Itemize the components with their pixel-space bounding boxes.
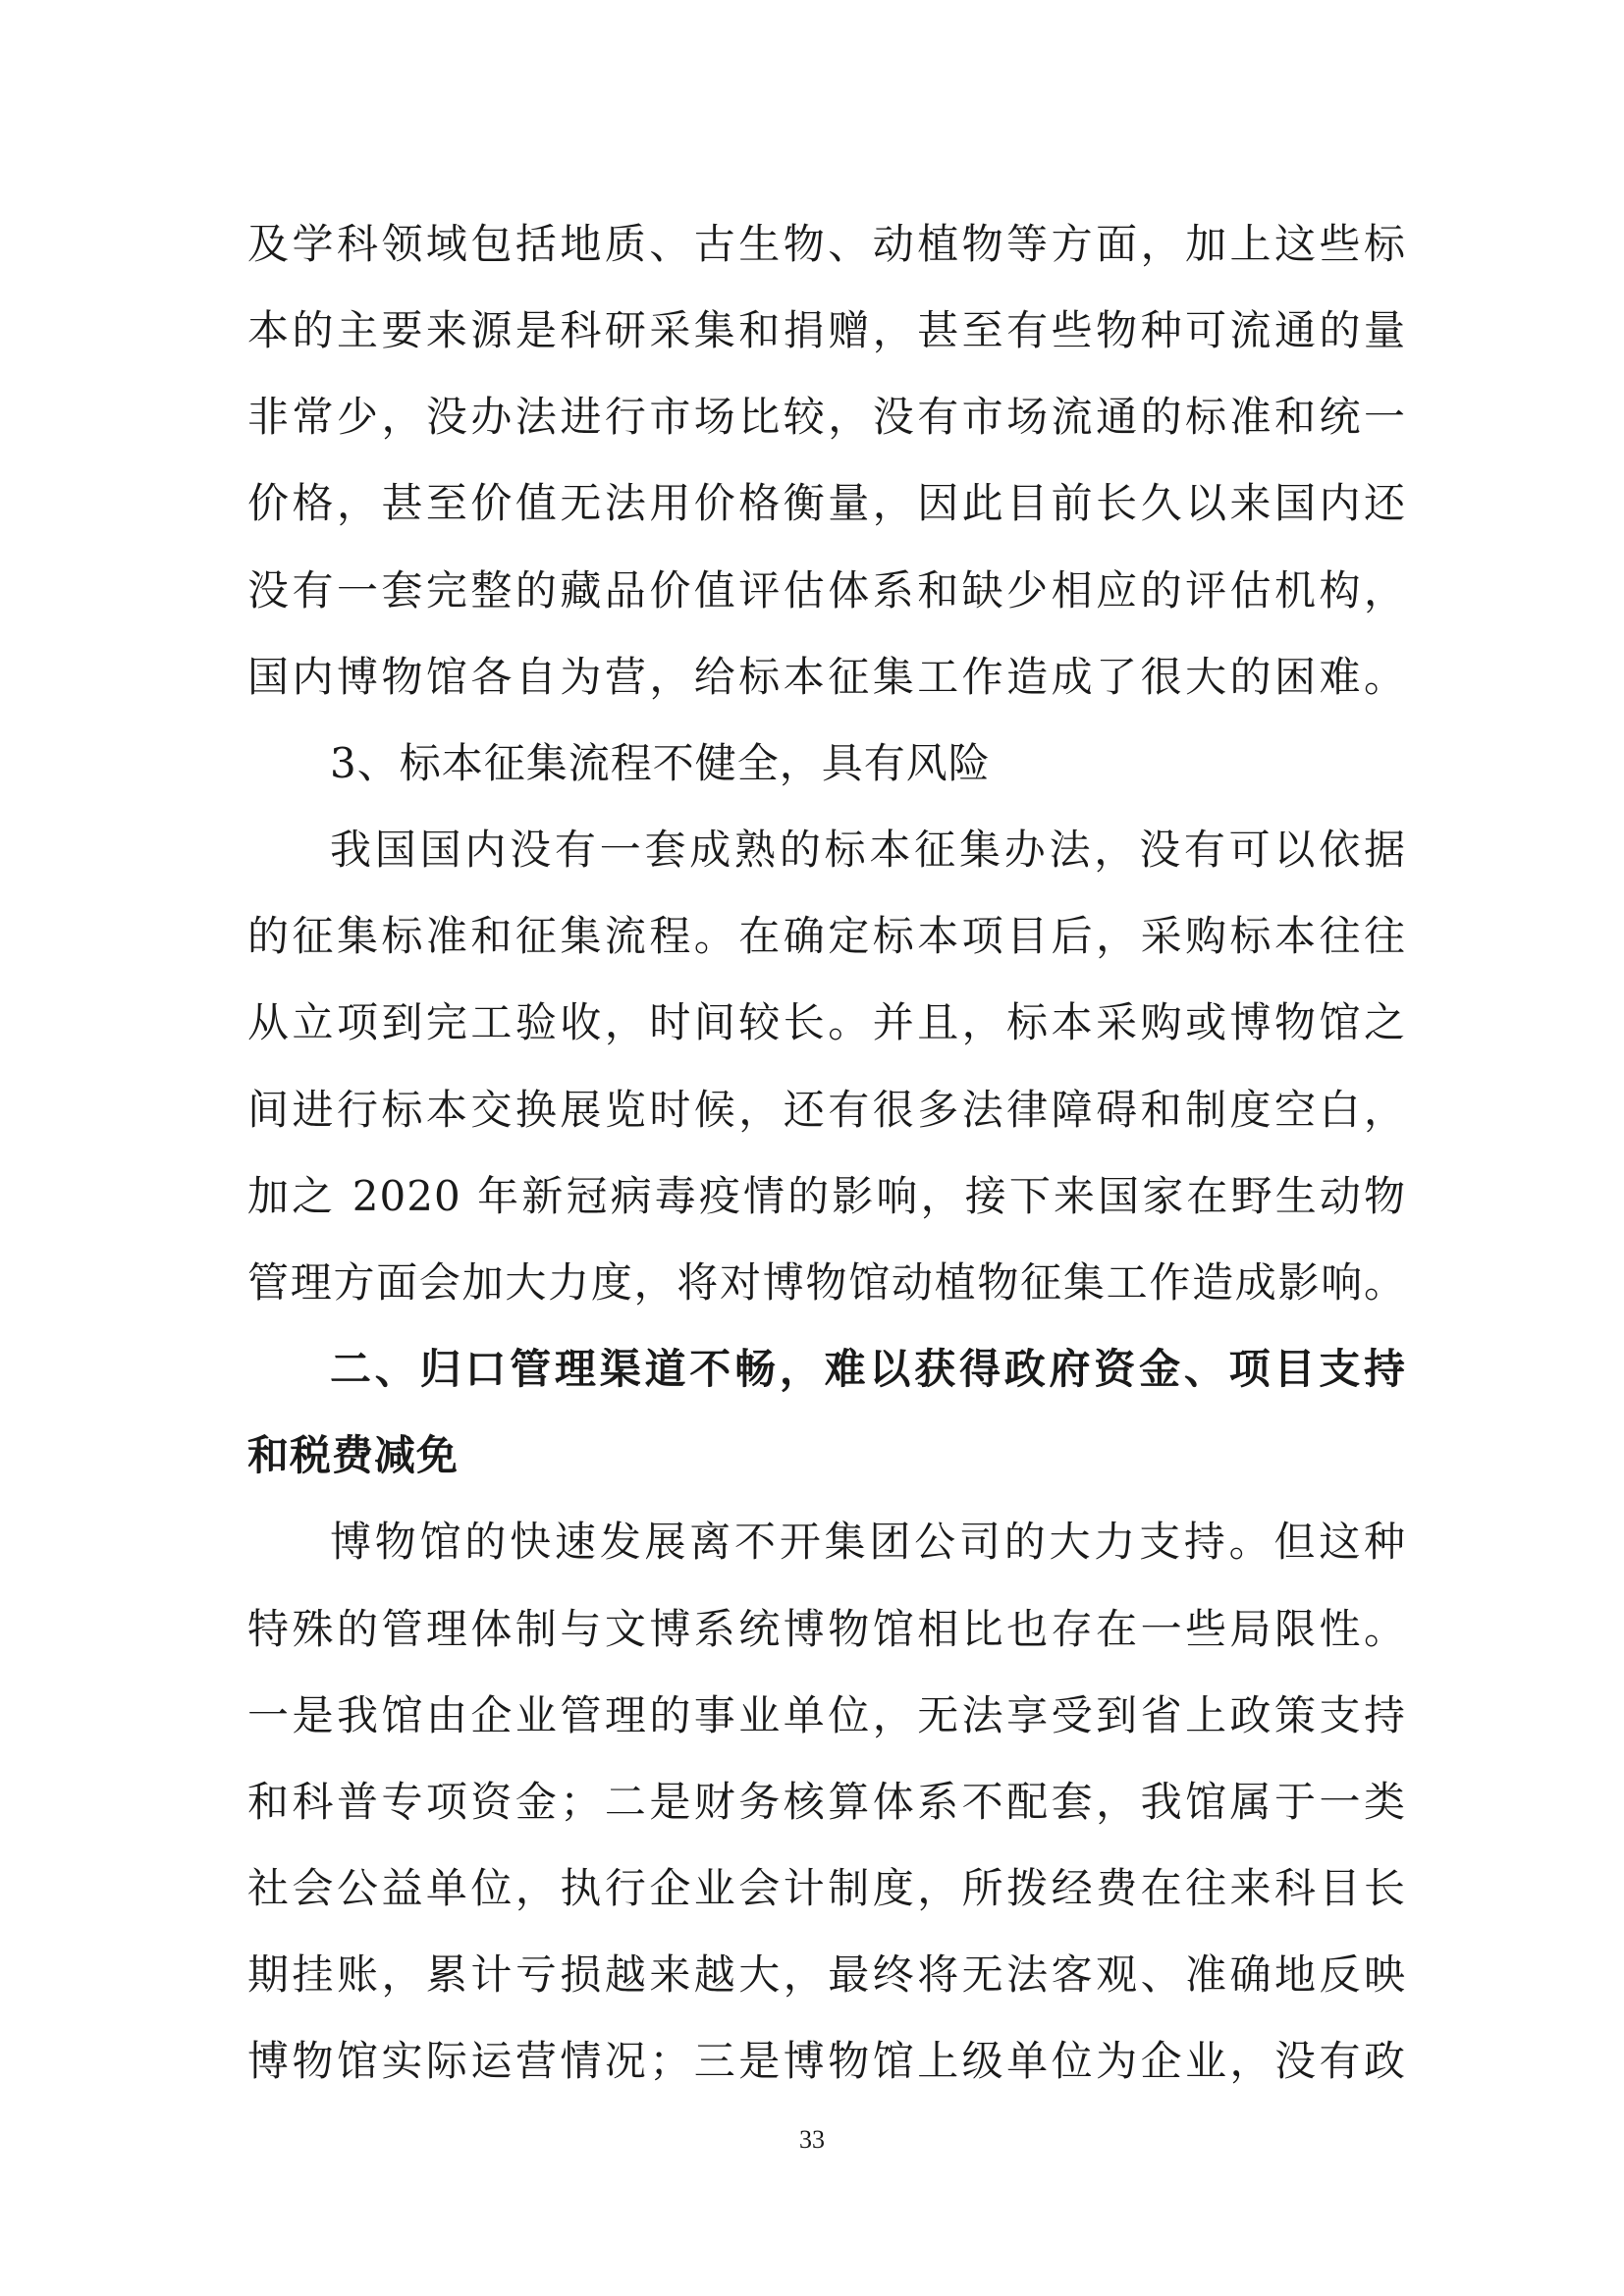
- paragraph-line: 社会公益单位，执行企业会计制度，所拨经费在往来科目长: [247, 1864, 1406, 1912]
- paragraph-line: 一是我馆由企业管理的事业单位，无法享受到省上政策支持: [247, 1691, 1406, 1739]
- paragraph-line: 我国国内没有一套成熟的标本征集办法，没有可以依据: [330, 826, 1406, 874]
- paragraph-line: 和科普专项资金；二是财务核算体系不配套，我馆属于一类: [247, 1778, 1406, 1826]
- paragraph-line: 从立项到完工验收，时间较长。并且，标本采购或博物馆之: [247, 998, 1406, 1046]
- paragraph-line: 本的主要来源是科研采集和捐赠，甚至有些物种可流通的量: [247, 306, 1406, 354]
- page-number: 33: [799, 2125, 825, 2154]
- paragraph-line: 管理方面会加大力度，将对博物馆动植物征集工作造成影响。: [247, 1258, 1406, 1307]
- section-heading: 二、归口管理渠道不畅，难以获得政府资金、项目支持: [330, 1345, 1406, 1393]
- section-subheading: 3、标本征集流程不健全，具有风险: [330, 739, 991, 787]
- paragraph-line: 间进行标本交换展览时候，还有很多法律障碍和制度空白，: [247, 1086, 1406, 1134]
- paragraph-line: 价格，甚至价值无法用价格衡量，因此目前长久以来国内还: [247, 479, 1406, 527]
- paragraph-line: 博物馆实际运营情况；三是博物馆上级单位为企业，没有政: [247, 2037, 1406, 2085]
- paragraph-line: 期挂账，累计亏损越来越大，最终将无法客观、准确地反映: [247, 1950, 1406, 1999]
- paragraph-line: 及学科领域包括地质、古生物、动植物等方面，加上这些标: [247, 220, 1406, 268]
- paragraph-line: 博物馆的快速发展离不开集团公司的大力支持。但这种: [330, 1518, 1406, 1566]
- section-heading: 和税费减免: [247, 1431, 460, 1479]
- paragraph-line: 没有一套完整的藏品价值评估体系和缺少相应的评估机构，: [247, 566, 1406, 614]
- paragraph-line: 的征集标准和征集流程。在确定标本项目后，采购标本往往: [247, 912, 1406, 960]
- paragraph-line: 国内博物馆各自为营，给标本征集工作造成了很大的困难。: [247, 653, 1406, 701]
- paragraph-line: 特殊的管理体制与文博系统博物馆相比也存在一些局限性。: [247, 1605, 1406, 1653]
- paragraph-line: 加之 2020 年新冠病毒疫情的影响，接下来国家在野生动物: [247, 1172, 1406, 1220]
- paragraph-line: 非常少，没办法进行市场比较，没有市场流通的标准和统一: [247, 393, 1406, 441]
